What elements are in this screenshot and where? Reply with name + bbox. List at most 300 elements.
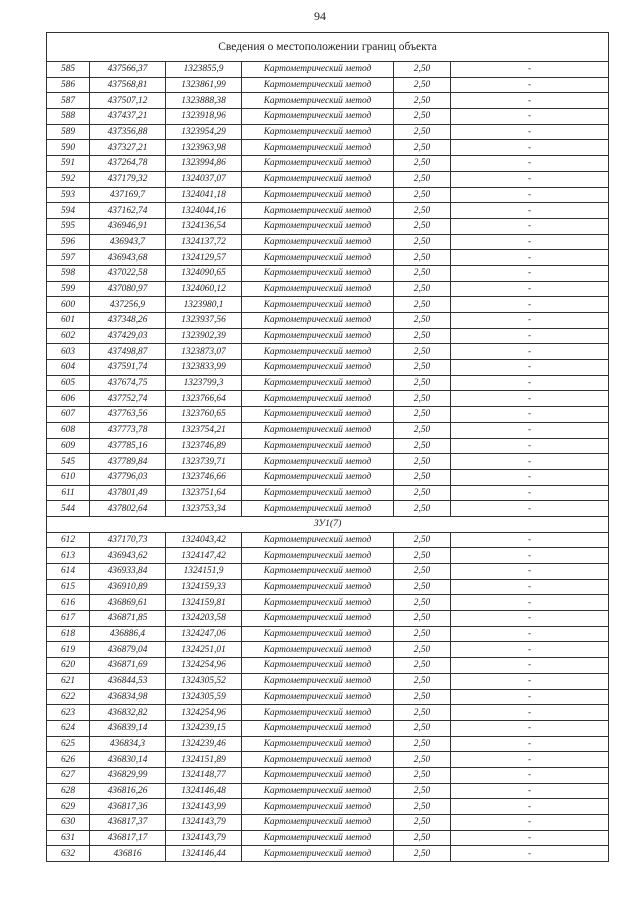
description-cell: - bbox=[451, 532, 609, 548]
x-coordinate-cell: 436869,61 bbox=[90, 595, 166, 611]
x-coordinate-cell: 437785,16 bbox=[90, 438, 166, 454]
description-cell: - bbox=[451, 485, 609, 501]
method-cell: Картометрический метод bbox=[242, 360, 394, 376]
method-cell: Картометрический метод bbox=[242, 297, 394, 313]
description-cell: - bbox=[451, 642, 609, 658]
method-cell: Картометрический метод bbox=[242, 626, 394, 642]
description-cell: - bbox=[451, 218, 609, 234]
description-cell: - bbox=[451, 689, 609, 705]
table-row bbox=[47, 313, 609, 329]
point-number-cell: 626 bbox=[47, 752, 90, 768]
point-number-cell: 544 bbox=[47, 501, 90, 517]
section-label: ЗУ1(7) bbox=[47, 516, 609, 532]
x-coordinate-cell: 436834,98 bbox=[90, 689, 166, 705]
x-coordinate-cell: 436946,91 bbox=[90, 218, 166, 234]
method-cell: Картометрический метод bbox=[242, 830, 394, 846]
method-cell: Картометрический метод bbox=[242, 62, 394, 78]
method-cell: Картометрический метод bbox=[242, 407, 394, 423]
accuracy-cell: 2,50 bbox=[394, 815, 451, 831]
accuracy-cell: 2,50 bbox=[394, 532, 451, 548]
y-coordinate-cell: 1323766,64 bbox=[166, 391, 242, 407]
description-cell: - bbox=[451, 422, 609, 438]
table-title: Сведения о местоположении границ объекта bbox=[47, 33, 609, 62]
x-coordinate-cell: 437429,03 bbox=[90, 328, 166, 344]
table-row bbox=[47, 501, 609, 517]
point-number-cell: 592 bbox=[47, 171, 90, 187]
point-number-cell: 618 bbox=[47, 626, 90, 642]
point-number-cell: 588 bbox=[47, 109, 90, 125]
table-row bbox=[47, 548, 609, 564]
x-coordinate-cell: 437437,21 bbox=[90, 109, 166, 125]
table-row bbox=[47, 767, 609, 783]
section-row bbox=[47, 516, 609, 532]
accuracy-cell: 2,50 bbox=[394, 579, 451, 595]
description-cell: - bbox=[451, 611, 609, 627]
table-row bbox=[47, 736, 609, 752]
y-coordinate-cell: 1323994,86 bbox=[166, 156, 242, 172]
table-row bbox=[47, 673, 609, 689]
point-number-cell: 606 bbox=[47, 391, 90, 407]
x-coordinate-cell: 437591,74 bbox=[90, 360, 166, 376]
y-coordinate-cell: 1324041,18 bbox=[166, 187, 242, 203]
point-number-cell: 615 bbox=[47, 579, 90, 595]
method-cell: Картометрический метод bbox=[242, 265, 394, 281]
accuracy-cell: 2,50 bbox=[394, 328, 451, 344]
x-coordinate-cell: 437348,26 bbox=[90, 313, 166, 329]
boundary-coordinates-table bbox=[46, 32, 609, 862]
point-number-cell: 620 bbox=[47, 658, 90, 674]
accuracy-cell: 2,50 bbox=[394, 689, 451, 705]
x-coordinate-cell: 436834,3 bbox=[90, 736, 166, 752]
point-number-cell: 594 bbox=[47, 203, 90, 219]
table-row bbox=[47, 658, 609, 674]
y-coordinate-cell: 1323751,64 bbox=[166, 485, 242, 501]
method-cell: Картометрический метод bbox=[242, 705, 394, 721]
accuracy-cell: 2,50 bbox=[394, 799, 451, 815]
method-cell: Картометрический метод bbox=[242, 846, 394, 862]
y-coordinate-cell: 1324137,72 bbox=[166, 234, 242, 250]
y-coordinate-cell: 1323954,29 bbox=[166, 124, 242, 140]
description-cell: - bbox=[451, 548, 609, 564]
point-number-cell: 600 bbox=[47, 297, 90, 313]
description-cell: - bbox=[451, 767, 609, 783]
method-cell: Картометрический метод bbox=[242, 548, 394, 564]
description-cell: - bbox=[451, 736, 609, 752]
accuracy-cell: 2,50 bbox=[394, 124, 451, 140]
description-cell: - bbox=[451, 281, 609, 297]
boundary-table-container bbox=[46, 32, 608, 862]
point-number-cell: 602 bbox=[47, 328, 90, 344]
y-coordinate-cell: 1323833,99 bbox=[166, 360, 242, 376]
method-cell: Картометрический метод bbox=[242, 579, 394, 595]
x-coordinate-cell: 436871,85 bbox=[90, 611, 166, 627]
description-cell: - bbox=[451, 93, 609, 109]
y-coordinate-cell: 1324143,79 bbox=[166, 815, 242, 831]
description-cell: - bbox=[451, 407, 609, 423]
description-cell: - bbox=[451, 109, 609, 125]
method-cell: Картометрический метод bbox=[242, 532, 394, 548]
point-number-cell: 598 bbox=[47, 265, 90, 281]
accuracy-cell: 2,50 bbox=[394, 642, 451, 658]
method-cell: Картометрический метод bbox=[242, 642, 394, 658]
point-number-cell: 595 bbox=[47, 218, 90, 234]
table-header-row bbox=[47, 33, 609, 62]
description-cell: - bbox=[451, 265, 609, 281]
method-cell: Картометрический метод bbox=[242, 783, 394, 799]
x-coordinate-cell: 437179,32 bbox=[90, 171, 166, 187]
y-coordinate-cell: 1324239,15 bbox=[166, 720, 242, 736]
method-cell: Картометрический метод bbox=[242, 564, 394, 580]
accuracy-cell: 2,50 bbox=[394, 171, 451, 187]
point-number-cell: 604 bbox=[47, 360, 90, 376]
point-number-cell: 591 bbox=[47, 156, 90, 172]
accuracy-cell: 2,50 bbox=[394, 422, 451, 438]
accuracy-cell: 2,50 bbox=[394, 720, 451, 736]
accuracy-cell: 2,50 bbox=[394, 203, 451, 219]
y-coordinate-cell: 1324159,81 bbox=[166, 595, 242, 611]
table-row bbox=[47, 344, 609, 360]
x-coordinate-cell: 437022,58 bbox=[90, 265, 166, 281]
x-coordinate-cell: 436832,82 bbox=[90, 705, 166, 721]
table-row bbox=[47, 485, 609, 501]
method-cell: Картометрический метод bbox=[242, 485, 394, 501]
accuracy-cell: 2,50 bbox=[394, 705, 451, 721]
accuracy-cell: 2,50 bbox=[394, 93, 451, 109]
description-cell: - bbox=[451, 391, 609, 407]
accuracy-cell: 2,50 bbox=[394, 234, 451, 250]
x-coordinate-cell: 437789,84 bbox=[90, 454, 166, 470]
x-coordinate-cell: 437568,81 bbox=[90, 77, 166, 93]
x-coordinate-cell: 436943,7 bbox=[90, 234, 166, 250]
y-coordinate-cell: 1324148,77 bbox=[166, 767, 242, 783]
point-number-cell: 586 bbox=[47, 77, 90, 93]
x-coordinate-cell: 437752,74 bbox=[90, 391, 166, 407]
method-cell: Картометрический метод bbox=[242, 77, 394, 93]
table-row bbox=[47, 124, 609, 140]
description-cell: - bbox=[451, 140, 609, 156]
y-coordinate-cell: 1323855,9 bbox=[166, 62, 242, 78]
y-coordinate-cell: 1324044,16 bbox=[166, 203, 242, 219]
accuracy-cell: 2,50 bbox=[394, 595, 451, 611]
accuracy-cell: 2,50 bbox=[394, 501, 451, 517]
x-coordinate-cell: 436830,14 bbox=[90, 752, 166, 768]
method-cell: Картометрический метод bbox=[242, 720, 394, 736]
table-row bbox=[47, 297, 609, 313]
description-cell: - bbox=[451, 187, 609, 203]
description-cell: - bbox=[451, 799, 609, 815]
method-cell: Картометрический метод bbox=[242, 124, 394, 140]
point-number-cell: 597 bbox=[47, 250, 90, 266]
table-row bbox=[47, 218, 609, 234]
point-number-cell: 625 bbox=[47, 736, 90, 752]
method-cell: Картометрический метод bbox=[242, 454, 394, 470]
method-cell: Картометрический метод bbox=[242, 595, 394, 611]
table-row bbox=[47, 360, 609, 376]
y-coordinate-cell: 1324203,58 bbox=[166, 611, 242, 627]
method-cell: Картометрический метод bbox=[242, 93, 394, 109]
point-number-cell: 585 bbox=[47, 62, 90, 78]
point-number-cell: 603 bbox=[47, 344, 90, 360]
point-number-cell: 629 bbox=[47, 799, 90, 815]
y-coordinate-cell: 1324136,54 bbox=[166, 218, 242, 234]
x-coordinate-cell: 437327,21 bbox=[90, 140, 166, 156]
x-coordinate-cell: 436817,36 bbox=[90, 799, 166, 815]
point-number-cell: 611 bbox=[47, 485, 90, 501]
accuracy-cell: 2,50 bbox=[394, 564, 451, 580]
x-coordinate-cell: 436839,14 bbox=[90, 720, 166, 736]
table-row bbox=[47, 93, 609, 109]
point-number-cell: 601 bbox=[47, 313, 90, 329]
y-coordinate-cell: 1324247,06 bbox=[166, 626, 242, 642]
point-number-cell: 623 bbox=[47, 705, 90, 721]
method-cell: Картометрический метод bbox=[242, 438, 394, 454]
table-row bbox=[47, 799, 609, 815]
point-number-cell: 616 bbox=[47, 595, 90, 611]
x-coordinate-cell: 436879,04 bbox=[90, 642, 166, 658]
y-coordinate-cell: 1324254,96 bbox=[166, 705, 242, 721]
table-row bbox=[47, 265, 609, 281]
table-row bbox=[47, 611, 609, 627]
description-cell: - bbox=[451, 626, 609, 642]
accuracy-cell: 2,50 bbox=[394, 187, 451, 203]
table-row bbox=[47, 328, 609, 344]
x-coordinate-cell: 436816,26 bbox=[90, 783, 166, 799]
y-coordinate-cell: 1324239,46 bbox=[166, 736, 242, 752]
accuracy-cell: 2,50 bbox=[394, 313, 451, 329]
x-coordinate-cell: 437763,56 bbox=[90, 407, 166, 423]
method-cell: Картометрический метод bbox=[242, 673, 394, 689]
y-coordinate-cell: 1324305,59 bbox=[166, 689, 242, 705]
point-number-cell: 590 bbox=[47, 140, 90, 156]
description-cell: - bbox=[451, 469, 609, 485]
point-number-cell: 609 bbox=[47, 438, 90, 454]
description-cell: - bbox=[451, 705, 609, 721]
x-coordinate-cell: 436886,4 bbox=[90, 626, 166, 642]
description-cell: - bbox=[451, 595, 609, 611]
description-cell: - bbox=[451, 171, 609, 187]
table-row bbox=[47, 171, 609, 187]
accuracy-cell: 2,50 bbox=[394, 658, 451, 674]
accuracy-cell: 2,50 bbox=[394, 469, 451, 485]
description-cell: - bbox=[451, 360, 609, 376]
x-coordinate-cell: 436817,17 bbox=[90, 830, 166, 846]
method-cell: Картометрический метод bbox=[242, 815, 394, 831]
table-row bbox=[47, 454, 609, 470]
method-cell: Картометрический метод bbox=[242, 234, 394, 250]
y-coordinate-cell: 1323746,66 bbox=[166, 469, 242, 485]
x-coordinate-cell: 437170,73 bbox=[90, 532, 166, 548]
y-coordinate-cell: 1324090,65 bbox=[166, 265, 242, 281]
table-row bbox=[47, 532, 609, 548]
y-coordinate-cell: 1323753,34 bbox=[166, 501, 242, 517]
point-number-cell: 596 bbox=[47, 234, 90, 250]
y-coordinate-cell: 1323754,21 bbox=[166, 422, 242, 438]
method-cell: Картометрический метод bbox=[242, 469, 394, 485]
description-cell: - bbox=[451, 454, 609, 470]
description-cell: - bbox=[451, 830, 609, 846]
method-cell: Картометрический метод bbox=[242, 736, 394, 752]
table-row bbox=[47, 564, 609, 580]
accuracy-cell: 2,50 bbox=[394, 218, 451, 234]
x-coordinate-cell: 436943,62 bbox=[90, 548, 166, 564]
accuracy-cell: 2,50 bbox=[394, 156, 451, 172]
description-cell: - bbox=[451, 62, 609, 78]
table-row bbox=[47, 62, 609, 78]
accuracy-cell: 2,50 bbox=[394, 767, 451, 783]
point-number-cell: 587 bbox=[47, 93, 90, 109]
y-coordinate-cell: 1323937,56 bbox=[166, 313, 242, 329]
accuracy-cell: 2,50 bbox=[394, 250, 451, 266]
accuracy-cell: 2,50 bbox=[394, 281, 451, 297]
page-number: 94 bbox=[314, 9, 326, 23]
description-cell: - bbox=[451, 313, 609, 329]
x-coordinate-cell: 437566,37 bbox=[90, 62, 166, 78]
y-coordinate-cell: 1324060,12 bbox=[166, 281, 242, 297]
description-cell: - bbox=[451, 328, 609, 344]
x-coordinate-cell: 436816 bbox=[90, 846, 166, 862]
x-coordinate-cell: 437256,9 bbox=[90, 297, 166, 313]
accuracy-cell: 2,50 bbox=[394, 109, 451, 125]
description-cell: - bbox=[451, 375, 609, 391]
point-number-cell: 619 bbox=[47, 642, 90, 658]
method-cell: Картометрический метод bbox=[242, 109, 394, 125]
description-cell: - bbox=[451, 783, 609, 799]
accuracy-cell: 2,50 bbox=[394, 846, 451, 862]
table-row bbox=[47, 626, 609, 642]
x-coordinate-cell: 436817,37 bbox=[90, 815, 166, 831]
description-cell: - bbox=[451, 124, 609, 140]
y-coordinate-cell: 1324151,9 bbox=[166, 564, 242, 580]
description-cell: - bbox=[451, 77, 609, 93]
description-cell: - bbox=[451, 234, 609, 250]
x-coordinate-cell: 437801,49 bbox=[90, 485, 166, 501]
point-number-cell: 614 bbox=[47, 564, 90, 580]
accuracy-cell: 2,50 bbox=[394, 830, 451, 846]
y-coordinate-cell: 1324037,07 bbox=[166, 171, 242, 187]
point-number-cell: 628 bbox=[47, 783, 90, 799]
accuracy-cell: 2,50 bbox=[394, 673, 451, 689]
method-cell: Картометрический метод bbox=[242, 501, 394, 517]
x-coordinate-cell: 437356,88 bbox=[90, 124, 166, 140]
point-number-cell: 627 bbox=[47, 767, 90, 783]
table-row bbox=[47, 595, 609, 611]
description-cell: - bbox=[451, 564, 609, 580]
accuracy-cell: 2,50 bbox=[394, 375, 451, 391]
x-coordinate-cell: 437773,78 bbox=[90, 422, 166, 438]
method-cell: Картометрический метод bbox=[242, 171, 394, 187]
table-row bbox=[47, 720, 609, 736]
y-coordinate-cell: 1323980,1 bbox=[166, 297, 242, 313]
accuracy-cell: 2,50 bbox=[394, 62, 451, 78]
point-number-cell: 622 bbox=[47, 689, 90, 705]
table-row bbox=[47, 689, 609, 705]
x-coordinate-cell: 436943,68 bbox=[90, 250, 166, 266]
accuracy-cell: 2,50 bbox=[394, 360, 451, 376]
point-number-cell: 599 bbox=[47, 281, 90, 297]
y-coordinate-cell: 1324305,52 bbox=[166, 673, 242, 689]
table-row bbox=[47, 250, 609, 266]
y-coordinate-cell: 1324251,01 bbox=[166, 642, 242, 658]
description-cell: - bbox=[451, 658, 609, 674]
x-coordinate-cell: 436829,99 bbox=[90, 767, 166, 783]
point-number-cell: 613 bbox=[47, 548, 90, 564]
method-cell: Картометрический метод bbox=[242, 752, 394, 768]
x-coordinate-cell: 437507,12 bbox=[90, 93, 166, 109]
table-row bbox=[47, 579, 609, 595]
accuracy-cell: 2,50 bbox=[394, 438, 451, 454]
point-number-cell: 624 bbox=[47, 720, 90, 736]
x-coordinate-cell: 437796,03 bbox=[90, 469, 166, 485]
accuracy-cell: 2,50 bbox=[394, 391, 451, 407]
table-row bbox=[47, 407, 609, 423]
x-coordinate-cell: 437080,97 bbox=[90, 281, 166, 297]
description-cell: - bbox=[451, 720, 609, 736]
accuracy-cell: 2,50 bbox=[394, 407, 451, 423]
table-row bbox=[47, 234, 609, 250]
y-coordinate-cell: 1323799,3 bbox=[166, 375, 242, 391]
point-number-cell: 610 bbox=[47, 469, 90, 485]
description-cell: - bbox=[451, 156, 609, 172]
table-row bbox=[47, 391, 609, 407]
point-number-cell: 630 bbox=[47, 815, 90, 831]
description-cell: - bbox=[451, 344, 609, 360]
accuracy-cell: 2,50 bbox=[394, 265, 451, 281]
table-row bbox=[47, 140, 609, 156]
point-number-cell: 545 bbox=[47, 454, 90, 470]
method-cell: Картометрический метод bbox=[242, 767, 394, 783]
method-cell: Картометрический метод bbox=[242, 344, 394, 360]
method-cell: Картометрический метод bbox=[242, 218, 394, 234]
accuracy-cell: 2,50 bbox=[394, 454, 451, 470]
y-coordinate-cell: 1324254,96 bbox=[166, 658, 242, 674]
point-number-cell: 612 bbox=[47, 532, 90, 548]
method-cell: Картометрический метод bbox=[242, 799, 394, 815]
x-coordinate-cell: 436871,69 bbox=[90, 658, 166, 674]
table-row bbox=[47, 438, 609, 454]
point-number-cell: 589 bbox=[47, 124, 90, 140]
accuracy-cell: 2,50 bbox=[394, 77, 451, 93]
x-coordinate-cell: 437162,74 bbox=[90, 203, 166, 219]
y-coordinate-cell: 1324043,42 bbox=[166, 532, 242, 548]
table-row bbox=[47, 281, 609, 297]
table-row bbox=[47, 642, 609, 658]
point-number-cell: 608 bbox=[47, 422, 90, 438]
x-coordinate-cell: 436933,84 bbox=[90, 564, 166, 580]
y-coordinate-cell: 1324159,33 bbox=[166, 579, 242, 595]
table-row bbox=[47, 156, 609, 172]
y-coordinate-cell: 1323739,71 bbox=[166, 454, 242, 470]
description-cell: - bbox=[451, 673, 609, 689]
point-number-cell: 621 bbox=[47, 673, 90, 689]
y-coordinate-cell: 1323963,98 bbox=[166, 140, 242, 156]
method-cell: Картометрический метод bbox=[242, 422, 394, 438]
accuracy-cell: 2,50 bbox=[394, 344, 451, 360]
x-coordinate-cell: 437264,78 bbox=[90, 156, 166, 172]
description-cell: - bbox=[451, 752, 609, 768]
point-number-cell: 617 bbox=[47, 611, 90, 627]
method-cell: Картометрический метод bbox=[242, 187, 394, 203]
accuracy-cell: 2,50 bbox=[394, 548, 451, 564]
y-coordinate-cell: 1324146,48 bbox=[166, 783, 242, 799]
y-coordinate-cell: 1324129,57 bbox=[166, 250, 242, 266]
method-cell: Картометрический метод bbox=[242, 281, 394, 297]
accuracy-cell: 2,50 bbox=[394, 611, 451, 627]
y-coordinate-cell: 1324147,42 bbox=[166, 548, 242, 564]
x-coordinate-cell: 436910,89 bbox=[90, 579, 166, 595]
description-cell: - bbox=[451, 815, 609, 831]
table-row bbox=[47, 77, 609, 93]
y-coordinate-cell: 1324143,79 bbox=[166, 830, 242, 846]
